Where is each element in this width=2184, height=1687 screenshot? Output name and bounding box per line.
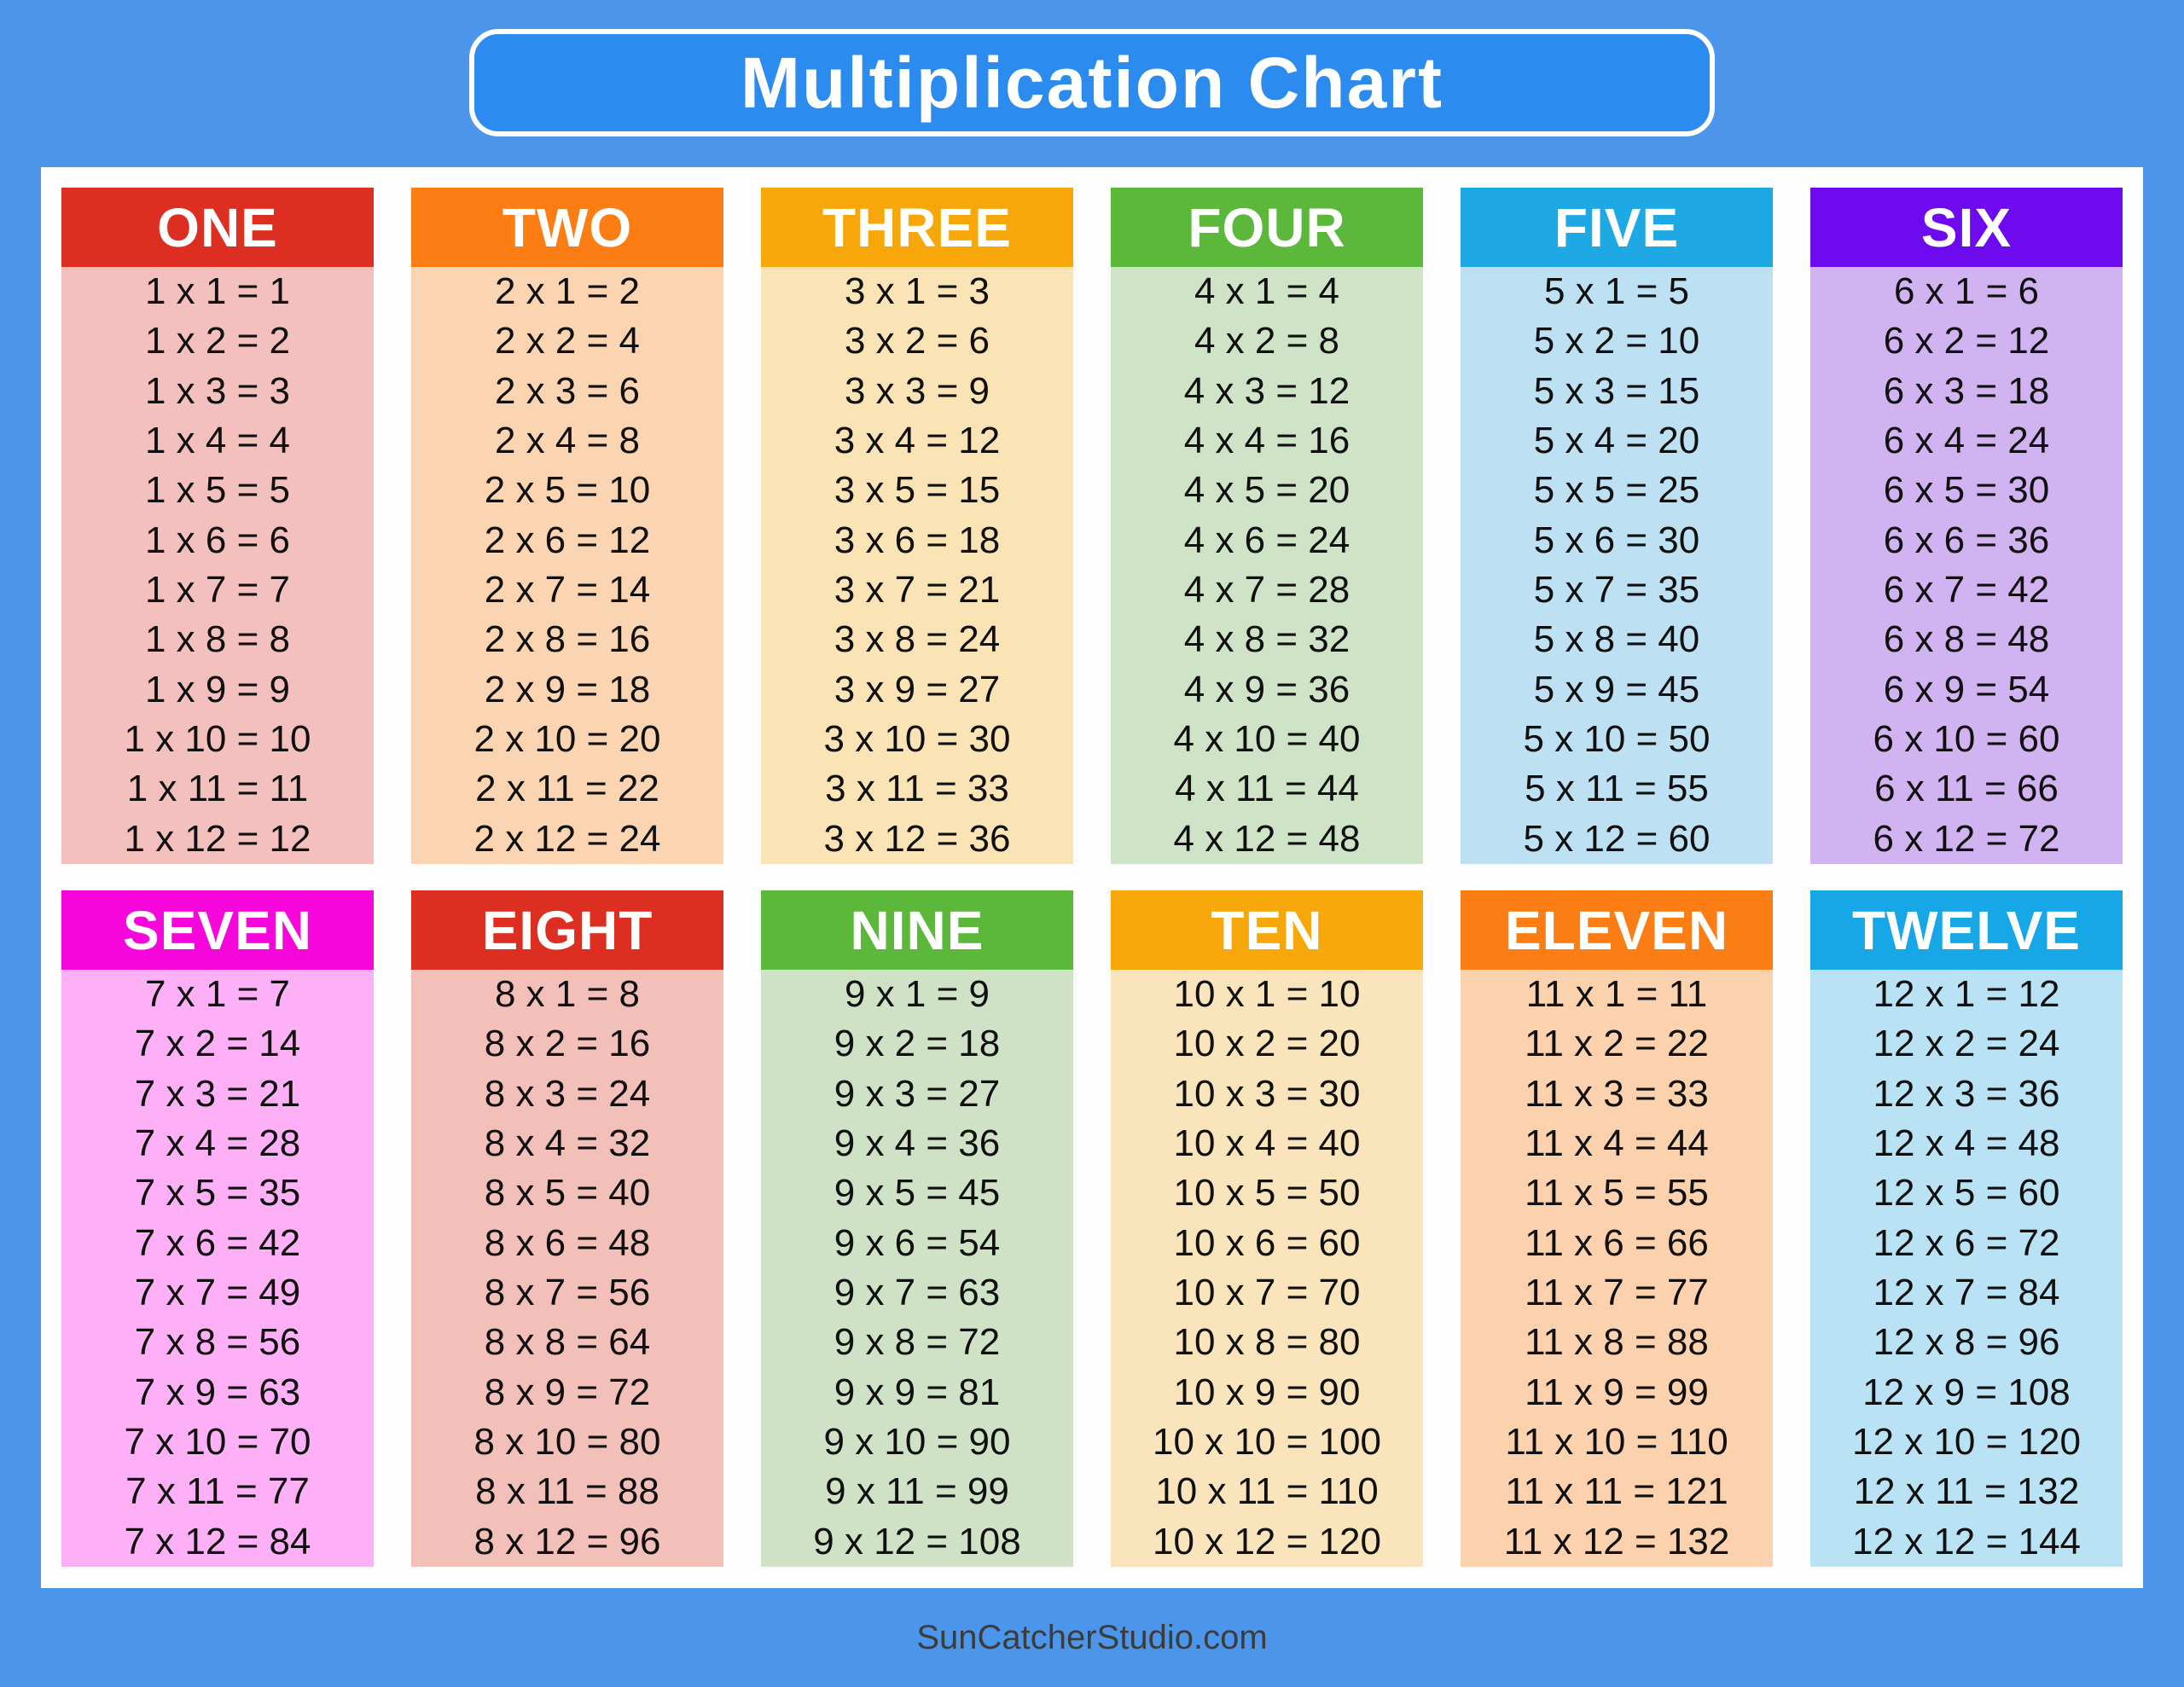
multiplication-fact: 1 x 11 = 11: [126, 768, 309, 810]
multiplication-fact: 1 x 12 = 12: [124, 817, 311, 860]
multiplication-fact: 8 x 6 = 48: [484, 1221, 651, 1264]
multiplication-fact: 1 x 10 = 10: [124, 718, 311, 761]
multiplication-fact: 8 x 12 = 96: [473, 1520, 661, 1562]
multiplication-fact: 12 x 10 = 120: [1852, 1421, 2081, 1464]
multiplication-fact: 6 x 6 = 36: [1883, 519, 2050, 561]
multiplication-fact: 1 x 7 = 7: [144, 569, 290, 612]
multiplication-fact: 12 x 2 = 24: [1873, 1023, 2060, 1065]
multiplication-fact: 8 x 8 = 64: [484, 1321, 651, 1364]
multiplication-fact: 9 x 5 = 45: [834, 1172, 1001, 1215]
multiplication-fact: 8 x 7 = 56: [484, 1272, 651, 1314]
table-body: [1461, 267, 1773, 864]
multiplication-fact: 4 x 3 = 12: [1183, 369, 1350, 412]
multiplication-fact: 4 x 9 = 36: [1183, 668, 1350, 710]
footer-credit: SunCatcherStudio.com: [916, 1619, 1268, 1656]
multiplication-fact: 2 x 10 = 20: [473, 718, 661, 761]
table-body: [1111, 970, 1423, 1567]
multiplication-fact: 7 x 2 = 14: [134, 1023, 301, 1065]
multiplication-fact: 7 x 11 = 77: [125, 1470, 310, 1513]
multiplication-fact: 7 x 12 = 84: [124, 1520, 311, 1562]
multiplication-fact: 5 x 2 = 10: [1533, 320, 1700, 362]
table-column-eleven: [1461, 890, 1773, 1567]
multiplication-fact: 12 x 9 = 108: [1862, 1371, 2071, 1413]
multiplication-fact: 10 x 9 = 90: [1173, 1371, 1361, 1413]
multiplication-fact: 2 x 6 = 12: [484, 519, 651, 561]
multiplication-fact: 7 x 6 = 42: [134, 1221, 301, 1264]
multiplication-fact: 8 x 3 = 24: [484, 1072, 651, 1115]
multiplication-fact: 9 x 7 = 63: [834, 1272, 1001, 1314]
table-body: [1461, 970, 1773, 1567]
multiplication-fact: 8 x 11 = 88: [475, 1470, 659, 1513]
multiplication-fact: 1 x 6 = 6: [144, 519, 290, 561]
multiplication-fact: 12 x 6 = 72: [1873, 1221, 2060, 1264]
multiplication-fact: 12 x 4 = 48: [1873, 1122, 2060, 1165]
multiplication-fact: 4 x 12 = 48: [1173, 817, 1361, 860]
table-column-one: [61, 188, 374, 864]
table-body: [61, 267, 374, 864]
multiplication-fact: 1 x 2 = 2: [144, 320, 290, 362]
multiplication-fact: 10 x 2 = 20: [1173, 1023, 1361, 1065]
multiplication-fact: 10 x 6 = 60: [1173, 1221, 1361, 1264]
multiplication-fact: 3 x 5 = 15: [834, 469, 1001, 512]
multiplication-fact: 2 x 1 = 2: [494, 270, 640, 313]
multiplication-fact: 9 x 4 = 36: [834, 1122, 1001, 1165]
multiplication-fact: 3 x 3 = 9: [844, 369, 990, 412]
multiplication-fact: 5 x 10 = 50: [1523, 718, 1711, 761]
table-header: EIGHT: [411, 890, 723, 970]
multiplication-fact: 5 x 11 = 55: [1525, 768, 1709, 810]
multiplication-fact: 3 x 9 = 27: [834, 668, 1001, 710]
multiplication-fact: 6 x 8 = 48: [1883, 618, 2050, 661]
page-title-text: Multiplication Chart: [741, 42, 1443, 123]
multiplication-fact: 11 x 2 = 22: [1525, 1023, 1709, 1065]
multiplication-fact: 5 x 3 = 15: [1533, 369, 1700, 412]
multiplication-fact: 4 x 10 = 40: [1173, 718, 1361, 761]
table-column-two: [411, 188, 723, 864]
multiplication-fact: 12 x 7 = 84: [1873, 1272, 2060, 1314]
multiplication-fact: 12 x 5 = 60: [1873, 1172, 2060, 1215]
multiplication-fact: 11 x 9 = 99: [1525, 1371, 1709, 1413]
multiplication-fact: 2 x 4 = 8: [494, 420, 640, 462]
table-body: [1111, 267, 1423, 864]
table-body: [411, 970, 723, 1567]
multiplication-fact: 11 x 8 = 88: [1525, 1321, 1709, 1364]
multiplication-fact: 12 x 3 = 36: [1873, 1072, 2060, 1115]
multiplication-fact: 4 x 1 = 4: [1194, 270, 1339, 313]
multiplication-fact: 3 x 12 = 36: [823, 817, 1011, 860]
multiplication-fact: 5 x 12 = 60: [1523, 817, 1711, 860]
table-header: TWO: [411, 188, 723, 267]
multiplication-fact: 9 x 11 = 99: [825, 1470, 1009, 1513]
multiplication-fact: 7 x 8 = 56: [134, 1321, 301, 1364]
multiplication-fact: 6 x 10 = 60: [1873, 718, 2060, 761]
multiplication-fact: 7 x 3 = 21: [134, 1072, 301, 1115]
multiplication-fact: 9 x 8 = 72: [834, 1321, 1001, 1364]
multiplication-fact: 8 x 9 = 72: [484, 1371, 651, 1413]
multiplication-fact: 4 x 4 = 16: [1183, 420, 1350, 462]
multiplication-fact: 9 x 9 = 81: [834, 1371, 1001, 1413]
multiplication-fact: 3 x 6 = 18: [834, 519, 1001, 561]
multiplication-fact: 11 x 7 = 77: [1525, 1272, 1709, 1314]
table-header: FOUR: [1111, 188, 1423, 267]
multiplication-fact: 1 x 3 = 3: [144, 369, 290, 412]
multiplication-fact: 12 x 1 = 12: [1873, 973, 2060, 1016]
table-body: [411, 267, 723, 864]
table-header: TEN: [1111, 890, 1423, 970]
multiplication-tables-panel: [41, 167, 2143, 1588]
table-header: TWELVE: [1810, 890, 2123, 970]
multiplication-fact: 6 x 4 = 24: [1883, 420, 2050, 462]
table-header: FIVE: [1461, 188, 1773, 267]
multiplication-fact: 3 x 4 = 12: [834, 420, 1001, 462]
multiplication-fact: 5 x 1 = 5: [1543, 270, 1689, 313]
multiplication-fact: 1 x 1 = 1: [144, 270, 290, 313]
multiplication-fact: 6 x 5 = 30: [1883, 469, 2050, 512]
table-header: SEVEN: [61, 890, 374, 970]
multiplication-fact: 11 x 4 = 44: [1525, 1122, 1709, 1165]
multiplication-fact: 1 x 8 = 8: [144, 618, 290, 661]
multiplication-fact: 4 x 6 = 24: [1183, 519, 1350, 561]
multiplication-fact: 5 x 4 = 20: [1533, 420, 1700, 462]
table-body: [61, 970, 374, 1567]
multiplication-fact: 2 x 3 = 6: [494, 369, 640, 412]
table-column-eight: [411, 890, 723, 1567]
multiplication-fact: 10 x 11 = 110: [1155, 1470, 1379, 1513]
multiplication-fact: 1 x 9 = 9: [144, 668, 290, 710]
multiplication-fact: 10 x 4 = 40: [1173, 1122, 1361, 1165]
table-body: [761, 970, 1073, 1567]
multiplication-fact: 11 x 3 = 33: [1525, 1072, 1709, 1115]
multiplication-fact: 6 x 9 = 54: [1883, 668, 2050, 710]
multiplication-fact: 9 x 2 = 18: [834, 1023, 1001, 1065]
multiplication-fact: 3 x 10 = 30: [823, 718, 1011, 761]
multiplication-fact: 11 x 5 = 55: [1525, 1172, 1709, 1215]
multiplication-fact: 2 x 7 = 14: [484, 569, 651, 612]
multiplication-fact: 7 x 7 = 49: [134, 1272, 301, 1314]
table-header: ONE: [61, 188, 374, 267]
table-column-nine: [761, 890, 1073, 1567]
multiplication-fact: 11 x 11 = 121: [1505, 1470, 1728, 1513]
multiplication-fact: 10 x 1 = 10: [1173, 973, 1361, 1016]
multiplication-fact: 1 x 4 = 4: [144, 420, 290, 462]
table-header: ELEVEN: [1461, 890, 1773, 970]
multiplication-fact: 6 x 1 = 6: [1893, 270, 2039, 313]
multiplication-fact: 3 x 11 = 33: [825, 768, 1009, 810]
multiplication-fact: 3 x 2 = 6: [844, 320, 990, 362]
table-header: SIX: [1810, 188, 2123, 267]
multiplication-fact: 9 x 1 = 9: [844, 973, 990, 1016]
multiplication-fact: 9 x 6 = 54: [834, 1221, 1001, 1264]
multiplication-fact: 5 x 8 = 40: [1533, 618, 1700, 661]
multiplication-fact: 10 x 3 = 30: [1173, 1072, 1361, 1115]
multiplication-fact: 6 x 3 = 18: [1883, 369, 2050, 412]
multiplication-fact: 4 x 7 = 28: [1183, 569, 1350, 612]
table-column-seven: [61, 890, 374, 1567]
multiplication-fact: 11 x 10 = 110: [1505, 1421, 1728, 1464]
multiplication-fact: 9 x 3 = 27: [834, 1072, 1001, 1115]
multiplication-fact: 12 x 12 = 144: [1852, 1520, 2081, 1562]
table-column-five: [1461, 188, 1773, 864]
multiplication-fact: 12 x 11 = 132: [1853, 1470, 2080, 1513]
table-body: [1810, 970, 2123, 1567]
table-column-ten: [1111, 890, 1423, 1567]
multiplication-fact: 7 x 4 = 28: [134, 1122, 301, 1165]
table-column-twelve: [1810, 890, 2123, 1567]
multiplication-fact: 7 x 10 = 70: [124, 1421, 311, 1464]
multiplication-fact: 8 x 4 = 32: [484, 1122, 651, 1165]
multiplication-fact: 5 x 7 = 35: [1533, 569, 1700, 612]
multiplication-fact: 3 x 8 = 24: [834, 618, 1001, 661]
multiplication-fact: 6 x 2 = 12: [1883, 320, 2050, 362]
multiplication-fact: 4 x 5 = 20: [1183, 469, 1350, 512]
multiplication-fact: 4 x 11 = 44: [1175, 768, 1359, 810]
multiplication-fact: 2 x 2 = 4: [494, 320, 640, 362]
multiplication-fact: 5 x 9 = 45: [1533, 668, 1700, 710]
multiplication-fact: 10 x 10 = 100: [1153, 1421, 1381, 1464]
table-header: NINE: [761, 890, 1073, 970]
table-header: THREE: [761, 188, 1073, 267]
multiplication-fact: 3 x 1 = 3: [844, 270, 990, 313]
table-column-three: [761, 188, 1073, 864]
multiplication-fact: 5 x 5 = 25: [1533, 469, 1700, 512]
multiplication-fact: 6 x 7 = 42: [1883, 569, 2050, 612]
table-body: [1810, 267, 2123, 864]
multiplication-fact: 5 x 6 = 30: [1533, 519, 1700, 561]
multiplication-fact: 2 x 12 = 24: [473, 817, 661, 860]
multiplication-fact: 6 x 12 = 72: [1873, 817, 2060, 860]
multiplication-fact: 7 x 9 = 63: [134, 1371, 301, 1413]
multiplication-fact: 4 x 2 = 8: [1194, 320, 1339, 362]
multiplication-fact: 12 x 8 = 96: [1873, 1321, 2060, 1364]
multiplication-fact: 2 x 11 = 22: [475, 768, 659, 810]
multiplication-fact: 11 x 12 = 132: [1503, 1520, 1730, 1562]
multiplication-fact: 2 x 9 = 18: [484, 668, 651, 710]
multiplication-fact: 10 x 7 = 70: [1173, 1272, 1361, 1314]
multiplication-fact: 10 x 5 = 50: [1173, 1172, 1361, 1215]
multiplication-fact: 8 x 10 = 80: [473, 1421, 661, 1464]
multiplication-fact: 1 x 5 = 5: [144, 469, 290, 512]
multiplication-fact: 10 x 8 = 80: [1173, 1321, 1361, 1364]
multiplication-fact: 8 x 5 = 40: [484, 1172, 651, 1215]
multiplication-fact: 11 x 1 = 11: [1525, 973, 1708, 1016]
table-body: [761, 267, 1073, 864]
multiplication-fact: 7 x 1 = 7: [144, 973, 290, 1016]
table-column-four: [1111, 188, 1423, 864]
multiplication-fact: 8 x 2 = 16: [484, 1023, 651, 1065]
multiplication-fact: 4 x 8 = 32: [1183, 618, 1350, 661]
multiplication-fact: 10 x 12 = 120: [1153, 1520, 1381, 1562]
multiplication-fact: 2 x 8 = 16: [484, 618, 651, 661]
multiplication-fact: 8 x 1 = 8: [494, 973, 640, 1016]
multiplication-fact: 9 x 12 = 108: [813, 1520, 1021, 1562]
multiplication-fact: 6 x 11 = 66: [1874, 768, 2059, 810]
multiplication-fact: 11 x 6 = 66: [1525, 1221, 1709, 1264]
multiplication-fact: 7 x 5 = 35: [134, 1172, 301, 1215]
table-column-six: [1810, 188, 2123, 864]
page-title: [469, 29, 1715, 136]
multiplication-fact: 3 x 7 = 21: [834, 569, 1001, 612]
multiplication-fact: 9 x 10 = 90: [823, 1421, 1011, 1464]
multiplication-fact: 2 x 5 = 10: [484, 469, 651, 512]
